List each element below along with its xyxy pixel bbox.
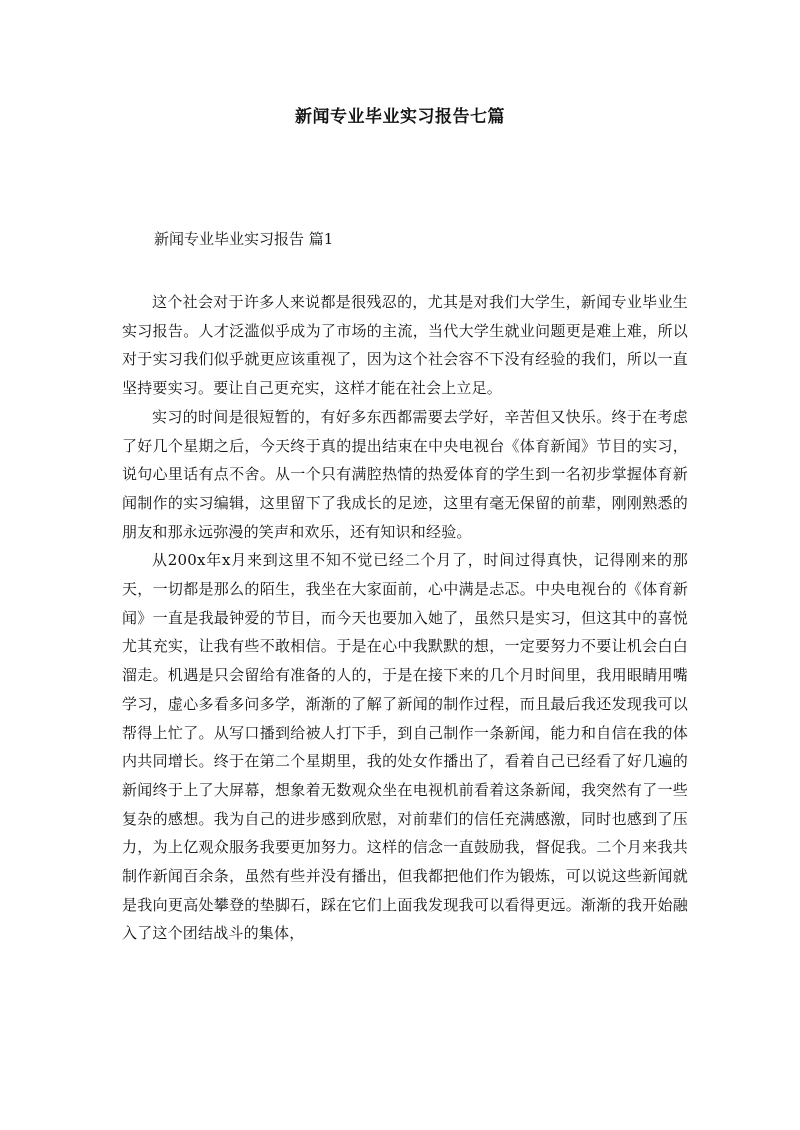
paragraph-1: 这个社会对于许多人来说都是很残忍的，尤其是对我们大学生，新闻专业毕业生实习报告。人才泛滥似乎成为了市场的主流，当代大学生就业问题更是难上难，所以对于实习我们似乎就更应该重视了，因为这个社会容不下没有经验的我们，所以一直坚持要实习。要让自己更充实，这样才能在社会上立足。 (122, 293, 688, 398)
section-heading: 新闻专业毕业实习报告 篇1 (154, 230, 334, 248)
document-title: 新闻专业毕业实习报告七篇 (295, 107, 505, 127)
paragraph-3: 从200x年x月来到这里不知不觉已经二个月了，时间过得真快，记得刚来的那天，一切都是那么的陌生，我坐在大家面前，心中满是忐忑。中央电视台的《体育新闻》一直是我最钟爱的节目，而今天也要加入她了，虽然只是实习，但这其中的喜悦尤其充实，让我有些不敢相信。于是在心中我默默的想，一定要努力不要让机会白白溜走。机遇是只会留给有准备的人的，于是在接下来的几个月时间里，我用眼睛用嘴学习，虚心多看多问多学，渐渐的了解了新闻的制作过程，而且最后我还发现我可以帮得上忙了。从写口播到给被人打下手，到自己制作一条新闻，能力和自信在我的体内共同增长。终于在第二个星期里，我的处女作播出了，看着自己已经看了好几遍的新闻终于上了大屏幕，想象着无数观众坐在电视机前看着这条新闻，我突然有了一些复杂的感想。我为自己的进步感到欣慰，对前辈们的信任充满感激，同时也感到了压力，为上亿观众服务我要更加努力。这样的信念一直鼓励我，督促我。二个月来我共制作新闻百余条，虽然有些并没有播出，但我都把他们作为锻炼，可以说这些新闻就是我向更高处攀登的垫脚石，踩在它们上面我发现我可以看得更远。渐渐的我开始融入了这个团结战斗的集体， (122, 551, 688, 943)
paragraph-2: 实习的时间是很短暂的，有好多东西都需要去学好，辛苦但又快乐。终于在考虑了好几个星期之后，今天终于真的提出结束在中央电视台《体育新闻》节目的实习，说句心里话有点不舍。从一个只有满腔热情的热爱体育的学生到一名初步掌握体育新闻制作的实习编辑，这里留下了我成长的足迹，这里有毫无保留的前辈，刚刚熟悉的朋友和那永远弥漫的笑声和欢乐，还有知识和经验。 (122, 407, 688, 541)
body-text (122, 288, 688, 948)
